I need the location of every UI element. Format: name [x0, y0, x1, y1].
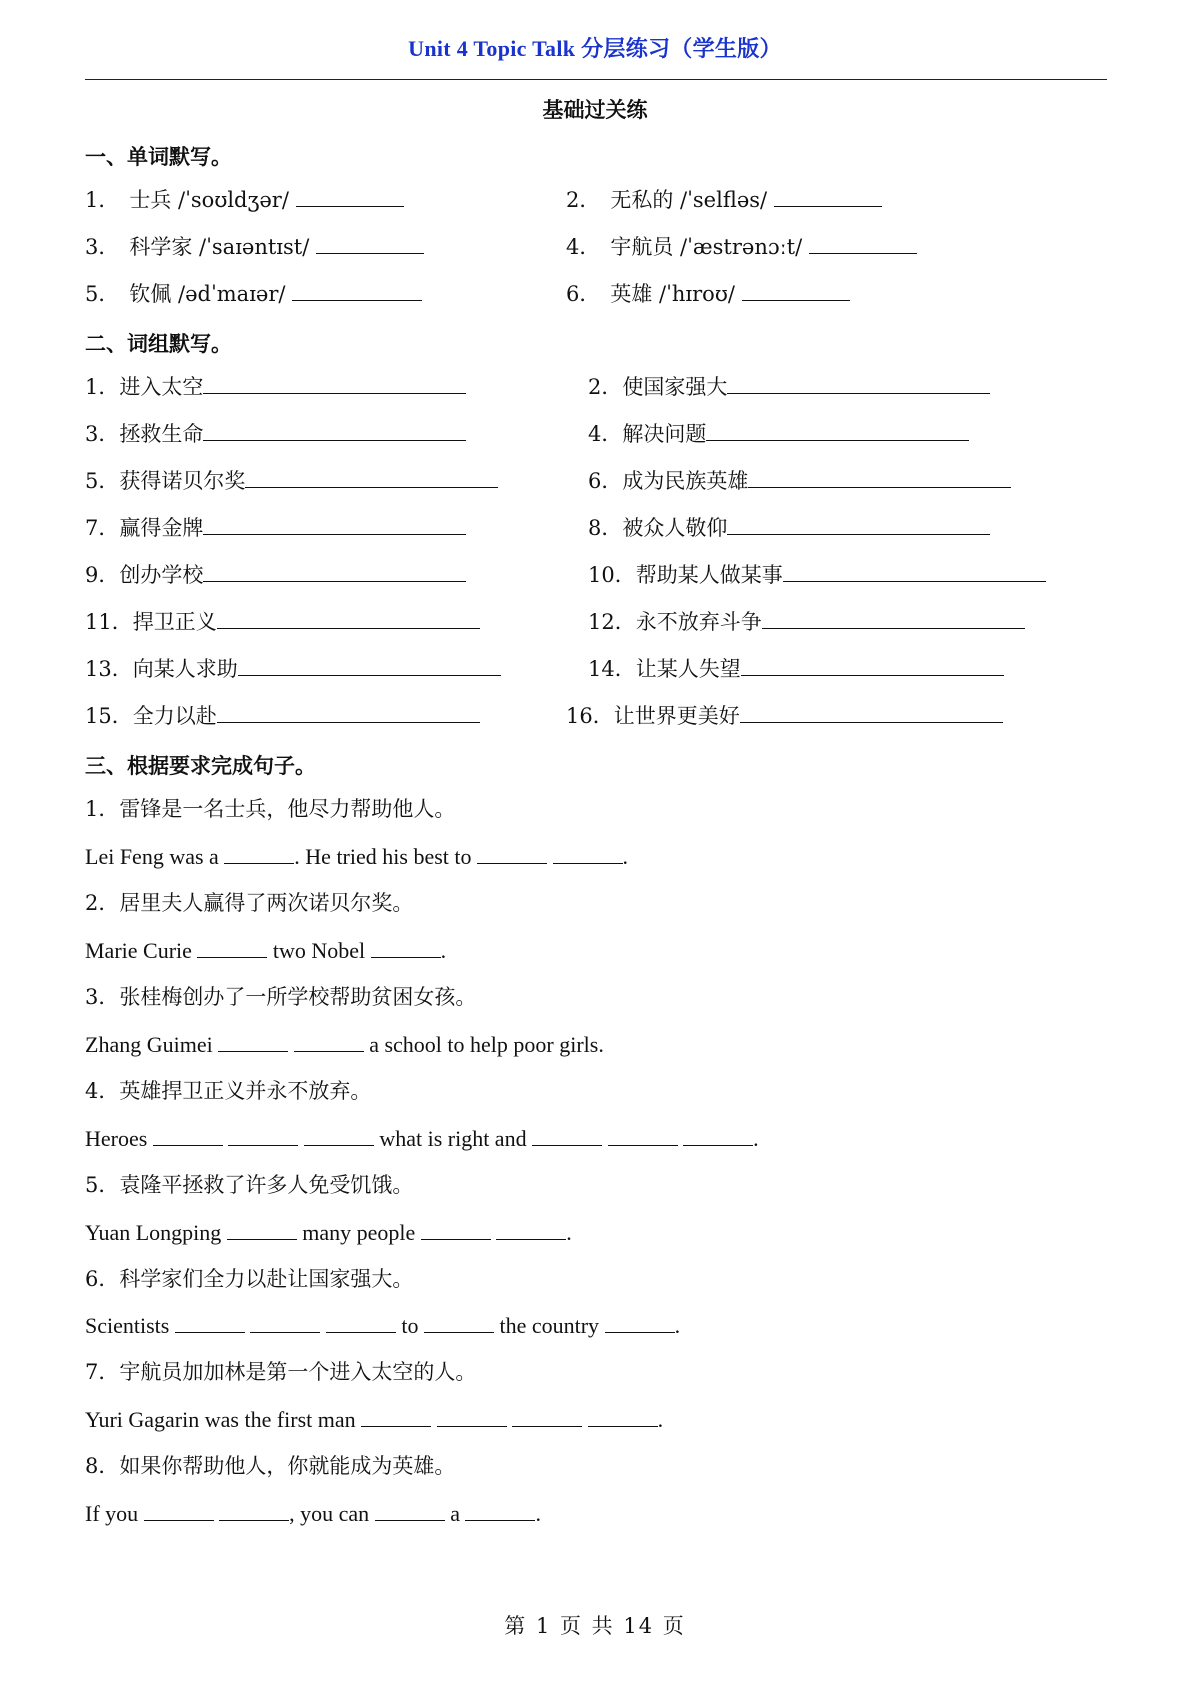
word-number: 1． [85, 188, 120, 212]
phrase-prompt: 拯救生命 [119, 422, 204, 446]
phrase-item [85, 420, 466, 448]
answer-blank[interactable] [228, 1125, 298, 1146]
answer-blank[interactable] [437, 1406, 507, 1427]
phrase-prompt: 赢得金牌 [119, 516, 204, 540]
sentence-answer-line: Yuan Longping many people . [85, 1220, 572, 1245]
answer-blank[interactable] [203, 561, 466, 582]
answer-blank[interactable] [783, 561, 1046, 582]
sentence-answer-line: Zhang Guimei a school to help poor girls. [85, 1032, 604, 1057]
answer-blank[interactable] [217, 608, 480, 629]
sentence-answer-line: Lei Feng was a . He tried his best to . [85, 844, 628, 869]
phrase-number: 8． [588, 516, 623, 540]
phrase-number: 9． [85, 563, 120, 587]
phrase-number: 2． [588, 375, 623, 399]
phrase-item [85, 702, 480, 730]
answer-blank[interactable] [296, 186, 404, 207]
phrase-item [85, 561, 466, 589]
sentence-answer-line: Scientists to the country . [85, 1313, 681, 1338]
sentence-prompt-zh: 6．科学家们全力以赴让国家强大。 [85, 1267, 414, 1291]
phrase-item [85, 373, 466, 401]
phrase-number: 7． [85, 516, 120, 540]
word-prompt: 无私的 /ˈselfləs/ [610, 188, 768, 212]
answer-blank[interactable] [144, 1500, 214, 1521]
answer-blank[interactable] [727, 514, 990, 535]
sentence-answer-line: Marie Curie two Nobel . [85, 938, 447, 963]
answer-blank[interactable] [741, 655, 1004, 676]
answer-blank[interactable] [292, 280, 422, 301]
answer-blank[interactable] [203, 514, 466, 535]
phrase-prompt: 被众人敬仰 [622, 516, 728, 540]
sentence-answer-line: If you , you can a . [85, 1501, 541, 1526]
phrase-number: 4． [588, 422, 623, 446]
phrase-item [588, 373, 990, 401]
phrase-item [85, 608, 480, 636]
sentence-prompt-zh: 5．袁隆平拯救了许多人免受饥饿。 [85, 1173, 414, 1197]
page-header-title: Unit 4 Topic Talk 分层练习（学生版） [408, 36, 782, 61]
answer-blank[interactable] [238, 655, 501, 676]
sentence-prompt-zh: 3．张桂梅创办了一所学校帮助贫困女孩。 [85, 985, 477, 1009]
answer-blank[interactable] [477, 843, 547, 864]
word-item [85, 186, 404, 214]
answer-blank[interactable] [532, 1125, 602, 1146]
answer-blank[interactable] [588, 1406, 658, 1427]
answer-blank[interactable] [683, 1125, 753, 1146]
answer-blank[interactable] [809, 233, 917, 254]
answer-blank[interactable] [326, 1312, 396, 1333]
answer-blank[interactable] [605, 1312, 675, 1333]
word-number: 6． [566, 282, 601, 306]
word-item [566, 280, 850, 308]
phrase-prompt: 向某人求助 [132, 657, 238, 681]
phrase-prompt: 解决问题 [622, 422, 707, 446]
sentence-prompt-zh: 8．如果你帮助他人，你就能成为英雄。 [85, 1454, 456, 1478]
section-word-dictation-title: 一、单词默写。 [85, 144, 232, 169]
phrase-prompt: 获得诺贝尔奖 [119, 469, 246, 493]
answer-blank[interactable] [203, 373, 466, 394]
phrase-number: 13． [85, 657, 133, 681]
answer-blank[interactable] [245, 467, 498, 488]
section-phrase-dictation-title: 二、词组默写。 [85, 331, 232, 356]
word-item [85, 280, 422, 308]
answer-blank[interactable] [203, 420, 466, 441]
phrase-number: 1． [85, 375, 120, 399]
answer-blank[interactable] [304, 1125, 374, 1146]
phrase-item [588, 420, 969, 448]
sentence-prompt-zh: 2．居里夫人赢得了两次诺贝尔奖。 [85, 891, 414, 915]
answer-blank[interactable] [175, 1312, 245, 1333]
answer-blank[interactable] [706, 420, 969, 441]
word-prompt: 科学家 /ˈsaɪəntɪst/ [129, 235, 310, 259]
answer-blank[interactable] [197, 937, 267, 958]
answer-blank[interactable] [153, 1125, 223, 1146]
word-number: 4． [566, 235, 601, 259]
phrase-prompt: 使国家强大 [622, 375, 728, 399]
phrase-number: 6． [588, 469, 623, 493]
answer-blank[interactable] [294, 1031, 364, 1052]
phrase-number: 15． [85, 704, 133, 728]
phrase-item [588, 655, 1004, 683]
answer-blank[interactable] [496, 1219, 566, 1240]
header-divider [85, 79, 1107, 80]
sentence-prompt-zh: 7．宇航员加加林是第一个进入太空的人。 [85, 1360, 477, 1384]
answer-blank[interactable] [316, 233, 424, 254]
word-prompt: 钦佩 /ədˈmaɪər/ [129, 282, 286, 306]
answer-blank[interactable] [371, 937, 441, 958]
word-item [566, 233, 917, 261]
answer-blank[interactable] [740, 702, 1003, 723]
word-number: 5． [85, 282, 120, 306]
answer-blank[interactable] [227, 1219, 297, 1240]
phrase-number: 5． [85, 469, 120, 493]
word-number: 2． [566, 188, 601, 212]
answer-blank[interactable] [375, 1500, 445, 1521]
answer-blank[interactable] [774, 186, 882, 207]
phrase-item [588, 561, 1046, 589]
phrase-number: 16． [566, 704, 614, 728]
answer-blank[interactable] [424, 1312, 494, 1333]
answer-blank[interactable] [361, 1406, 431, 1427]
phrase-prompt: 捍卫正义 [132, 610, 217, 634]
answer-blank[interactable] [224, 843, 294, 864]
answer-blank[interactable] [512, 1406, 582, 1427]
phrase-prompt: 进入太空 [119, 375, 204, 399]
phrase-number: 3． [85, 422, 120, 446]
phrase-item [588, 608, 1025, 636]
phrase-prompt: 成为民族英雄 [622, 469, 749, 493]
phrase-item [85, 467, 498, 495]
phrase-item [588, 514, 990, 542]
page-number-footer: 第 1 页 共 14 页 [504, 1614, 686, 1638]
phrase-item [85, 514, 466, 542]
answer-blank[interactable] [742, 280, 850, 301]
answer-blank[interactable] [421, 1219, 491, 1240]
phrase-number: 14． [588, 657, 636, 681]
phrase-item [85, 655, 501, 683]
phrase-prompt: 全力以赴 [132, 704, 217, 728]
answer-blank[interactable] [608, 1125, 678, 1146]
answer-blank[interactable] [217, 702, 480, 723]
phrase-prompt: 让某人失望 [635, 657, 741, 681]
word-number: 3． [85, 235, 120, 259]
answer-blank[interactable] [218, 1031, 288, 1052]
answer-blank[interactable] [748, 467, 1011, 488]
phrase-item [588, 467, 1011, 495]
answer-blank[interactable] [553, 843, 623, 864]
sentence-answer-line: Heroes what is right and . [85, 1126, 759, 1151]
phrase-item [566, 702, 1003, 730]
sentence-prompt-zh: 4．英雄捍卫正义并永不放弃。 [85, 1079, 372, 1103]
word-prompt: 宇航员 /ˈæstrənɔːt/ [610, 235, 803, 259]
phrase-prompt: 永不放弃斗争 [635, 610, 762, 634]
answer-blank[interactable] [219, 1500, 289, 1521]
word-prompt: 英雄 /ˈhɪroʊ/ [610, 282, 735, 306]
phrase-number: 10． [588, 563, 636, 587]
answer-blank[interactable] [250, 1312, 320, 1333]
phrase-number: 12． [588, 610, 636, 634]
section-sentence-completion-title: 三、根据要求完成句子。 [85, 753, 316, 778]
answer-blank[interactable] [465, 1500, 535, 1521]
phrase-prompt: 帮助某人做某事 [635, 563, 783, 587]
word-item [85, 233, 424, 261]
answer-blank[interactable] [727, 373, 990, 394]
phrase-number: 11． [85, 610, 133, 634]
phrase-prompt: 创办学校 [119, 563, 204, 587]
word-item [566, 186, 882, 214]
answer-blank[interactable] [762, 608, 1025, 629]
exercise-level-title: 基础过关练 [542, 97, 648, 122]
sentence-prompt-zh: 1．雷锋是一名士兵，他尽力帮助他人。 [85, 797, 456, 821]
word-prompt: 士兵 /ˈsoʊldʒər/ [129, 188, 289, 212]
phrase-prompt: 让世界更美好 [613, 704, 740, 728]
sentence-answer-line: Yuri Gagarin was the first man . [85, 1407, 664, 1432]
